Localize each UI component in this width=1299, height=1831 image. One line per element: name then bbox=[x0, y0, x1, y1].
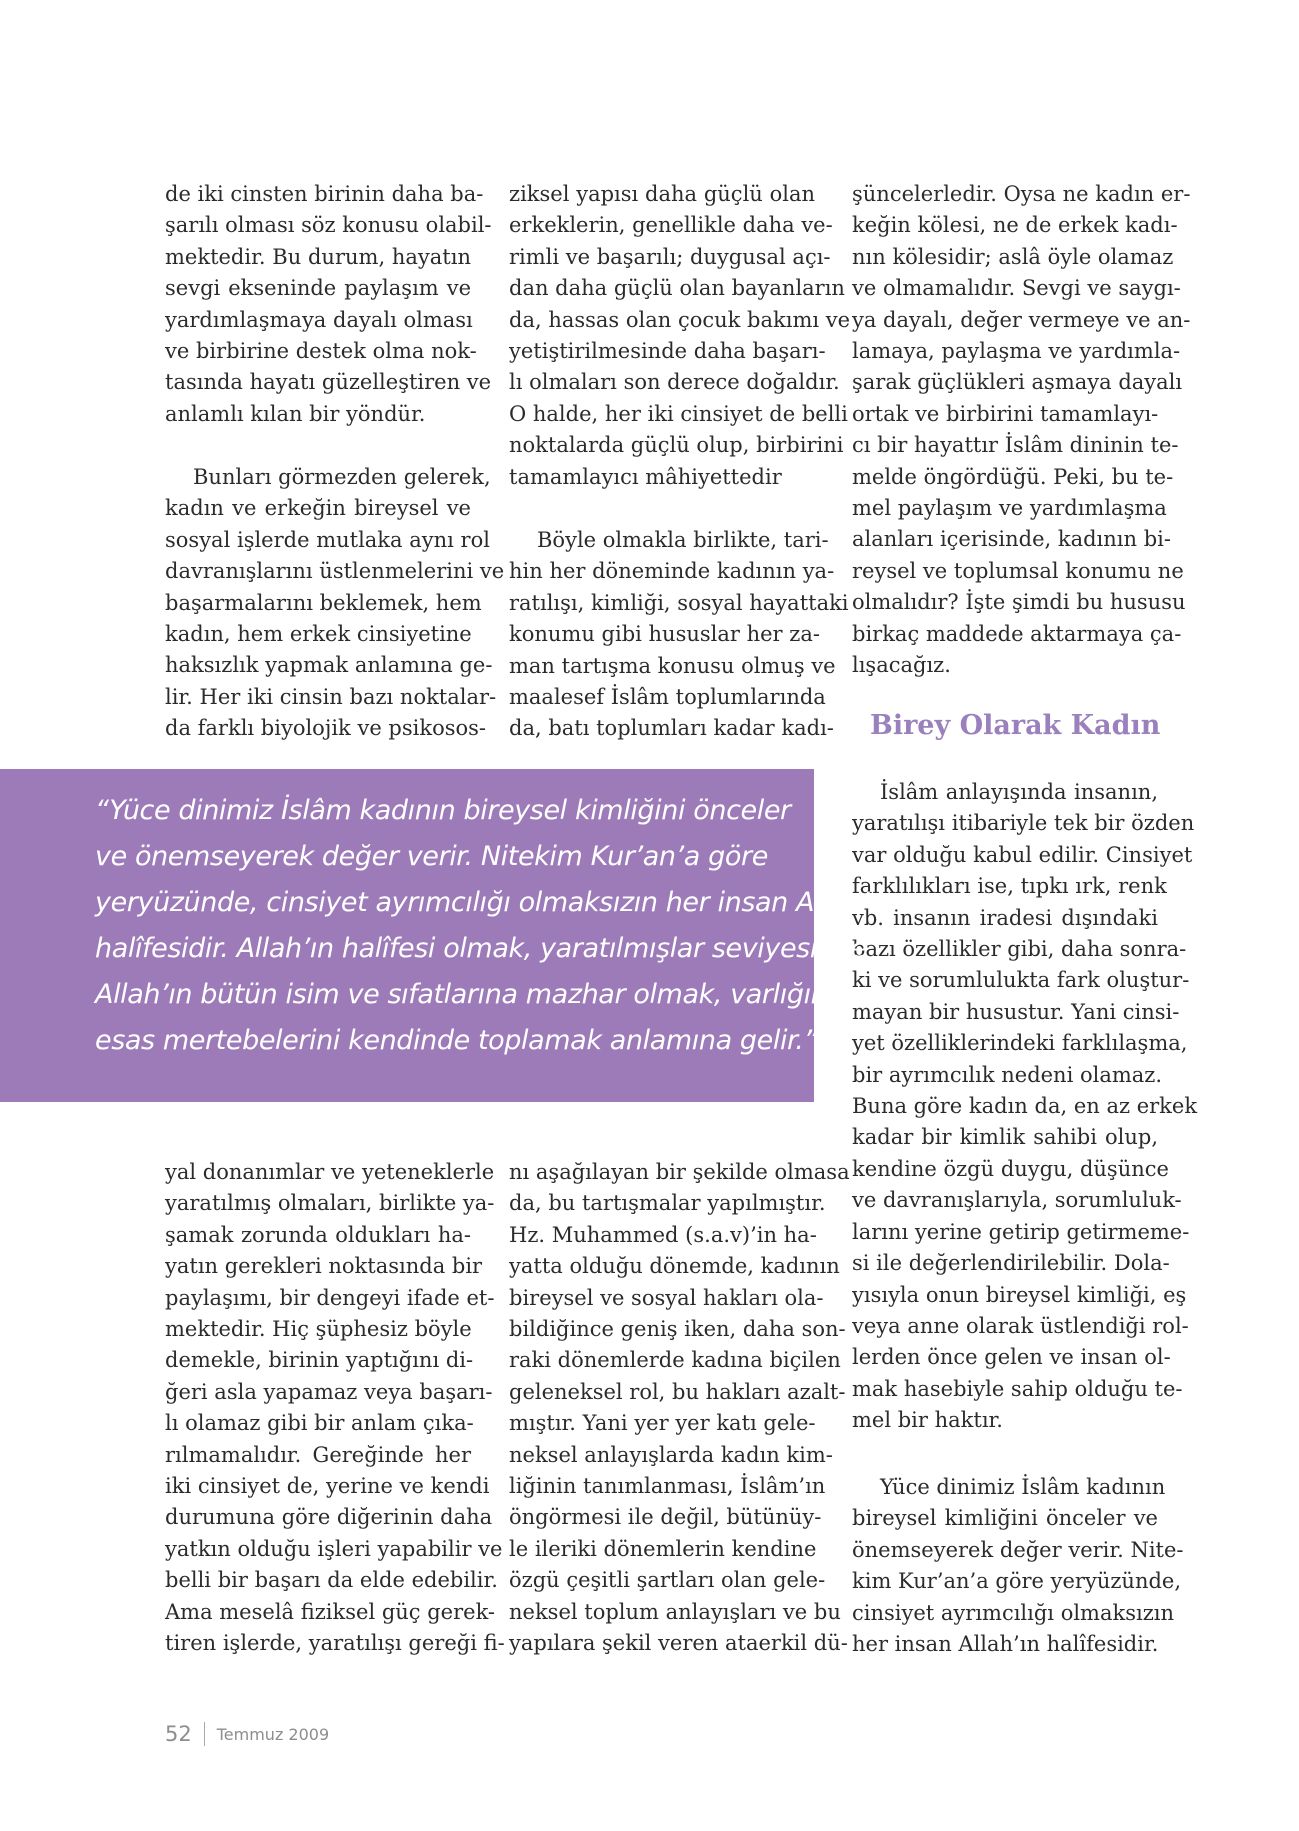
text-line: yatta olduğu dönemde, kadının bbox=[509, 1254, 840, 1279]
text-line: başarmalarını beklemek, hem bbox=[165, 590, 482, 615]
text-line: yal donanımlar ve yeteneklerle bbox=[165, 1160, 495, 1184]
text-line: raki dönemlerde kadına biçilen bbox=[509, 1348, 841, 1373]
text-line: lı olamaz gibi bir anlam çıka- bbox=[165, 1411, 474, 1436]
text-line: olmalıdır? İşte şimdi bu hususu bbox=[852, 590, 1186, 615]
text-line: şüncelerledir. Oysa ne kadın er- bbox=[852, 182, 1191, 206]
section-heading: Birey Olarak Kadın bbox=[870, 710, 1161, 741]
text-line: ki ve sorumlulukta fark oluştur- bbox=[852, 968, 1190, 993]
text-line: bildiğince geniş iken, daha son- bbox=[509, 1317, 846, 1342]
text-line: yetiştirilmesinde daha başarı- bbox=[509, 339, 826, 364]
text-line: yapılara şekil veren ataerkil dü- bbox=[509, 1631, 848, 1656]
col2-paragraph-3 bbox=[509, 1157, 850, 1660]
text-line: ve olmamalıdır. Sevgi ve saygı- bbox=[852, 276, 1181, 301]
text-line: mak hasebiyle sahip olduğu te- bbox=[852, 1376, 1183, 1401]
text-line: öngörmesi ile değil, bütünüy- bbox=[509, 1505, 822, 1530]
text-line: da, batı toplumları kadar kadı- bbox=[509, 716, 834, 741]
text-line: paylaşımı, bir dengeyi ifade et- bbox=[165, 1285, 495, 1310]
page-number: 52 bbox=[165, 1722, 192, 1746]
text-line: si ile değerlendirilebilir. Dola- bbox=[852, 1251, 1170, 1276]
text-line: mayan bir husustur. Yani cinsi- bbox=[852, 999, 1180, 1024]
col1-paragraph-2 bbox=[165, 462, 505, 745]
text-line: da, bu tartışmalar yapılmıştır. bbox=[509, 1191, 826, 1216]
text-line: yaratılmış olmaları, birlikte ya- bbox=[165, 1191, 495, 1216]
text-line: bireysel kimliğini önceler ve bbox=[852, 1506, 1158, 1531]
text-line: kadın, hem erkek cinsiyetine bbox=[165, 622, 472, 647]
text-line: konumu gibi hususlar her za- bbox=[509, 622, 820, 647]
text-line: iki cinsiyet de, yerine ve kendi bbox=[165, 1474, 490, 1499]
text-line: tiren işlerde, yaratılışı gereği fi- bbox=[165, 1631, 505, 1656]
text-line: noktalarda güçlü olup, birbirini bbox=[509, 433, 844, 458]
pull-quote-box bbox=[0, 769, 894, 1102]
text-line: demekle, birinin yaptığını di- bbox=[165, 1348, 474, 1373]
text-line: “Yüce dinimiz İslâm kadının bireysel kimliğini önceler bbox=[95, 795, 791, 826]
text-line: Böyle olmakla birlikte, tari- bbox=[537, 528, 829, 552]
text-line: mektedir. Bu durum, hayatın bbox=[165, 244, 471, 269]
text-line: dan daha güçlü olan bayanların bbox=[509, 276, 845, 301]
text-line: davranışlarını üstlenmelerini ve bbox=[165, 559, 505, 584]
text-line: da farklı biyolojik ve psikosos- bbox=[165, 716, 487, 741]
text-line: ve önemseyerek değer verir. Nitekim Kur’an’a göre bbox=[95, 841, 768, 872]
text-line: yeryüzünde, cinsiyet ayrımcılığı olmaksızın her insan Allah’ın bbox=[95, 887, 894, 918]
text-line: le ileriki dönemlerin kendine bbox=[509, 1536, 817, 1561]
col2-paragraph-1 bbox=[509, 179, 851, 493]
text-line: liğinin tanımlanması, İslâm’ın bbox=[509, 1474, 826, 1499]
text-line: mektedir. Hiç şüphesiz böyle bbox=[165, 1317, 472, 1342]
text-line: larını yerine getirip getirmeme- bbox=[852, 1219, 1190, 1244]
text-line: erkeklerin, genellikle daha ve- bbox=[509, 213, 833, 238]
text-line: Yüce dinimiz İslâm kadının bbox=[880, 1475, 1166, 1499]
text-line: de iki cinsten birinin daha ba- bbox=[165, 182, 484, 206]
text-line: kadar bir kimlik sahibi olup, bbox=[852, 1125, 1158, 1150]
text-line: bir ayrımcılık nedeni olamaz. bbox=[852, 1062, 1163, 1087]
text-line: nı aşağılayan bir şekilde olmasa bbox=[509, 1160, 850, 1184]
text-line: rılmamalıdır. Gereğinde her bbox=[165, 1442, 471, 1467]
text-line: nın kölesidir; aslâ öyle olamaz bbox=[852, 244, 1174, 269]
pull-quote-text bbox=[95, 788, 893, 1064]
text-line: O halde, her iki cinsiyet de belli bbox=[509, 401, 848, 426]
text-line: Allah’ın bütün isim ve sıfatlarına mazhar olmak, varlığın bbox=[95, 979, 828, 1010]
text-line: şamak zorunda oldukları ha- bbox=[165, 1222, 471, 1247]
text-line: her insan Allah’ın halîfesidir. bbox=[852, 1632, 1159, 1657]
text-line: man tartışma konusu olmuş ve bbox=[509, 653, 836, 678]
text-line: Hz. Muhammed (s.a.v)’in ha- bbox=[509, 1222, 817, 1247]
text-line: belli bir başarı da elde edebilir. bbox=[165, 1568, 498, 1593]
text-line: lamaya, paylaşma ve yardımla- bbox=[852, 339, 1181, 364]
text-line: ve birbirine destek olma nok- bbox=[165, 339, 477, 364]
text-line: farklılıkları ise, tıpkı ırk, renk bbox=[852, 874, 1167, 899]
text-line: ğeri asla yapamaz veya başarı- bbox=[165, 1379, 493, 1404]
text-line: vb. insanın iradesi dışındaki bbox=[852, 905, 1158, 930]
text-line: ortak ve birbirini tamamlayı- bbox=[852, 401, 1159, 426]
text-line: mel bir haktır. bbox=[852, 1408, 1003, 1433]
footer-divider bbox=[204, 1722, 205, 1746]
text-line: geleneksel rol, bu hakları azalt- bbox=[509, 1379, 846, 1404]
text-line: şarılı olması söz konusu olabil- bbox=[165, 213, 492, 238]
text-line: alanları içerisinde, kadının bi- bbox=[852, 527, 1171, 552]
text-line: var olduğu kabul edilir. Cinsiyet bbox=[852, 842, 1193, 867]
text-line: lışacağız. bbox=[852, 653, 951, 678]
text-line: özgü çeşitli şartları olan gele- bbox=[509, 1568, 826, 1593]
text-line: yet özelliklerindeki farklılaşma, bbox=[852, 1031, 1188, 1056]
col2-paragraph-2 bbox=[509, 525, 849, 745]
text-line: neksel anlayışlarda kadın kim- bbox=[509, 1442, 833, 1467]
text-line: keğin kölesi, ne de erkek kadı- bbox=[852, 213, 1178, 238]
col3-paragraph-3 bbox=[852, 1472, 1184, 1660]
text-line: bireysel ve sosyal hakları ola- bbox=[509, 1285, 824, 1310]
text-line: yardımlaşmaya dayalı olması bbox=[165, 307, 473, 332]
text-line: cinsiyet ayrımcılığı olmaksızın bbox=[852, 1600, 1175, 1625]
text-line: şarak güçlükleri aşmaya dayalı bbox=[852, 370, 1183, 395]
text-line: birkaç maddede aktarmaya ça- bbox=[852, 621, 1182, 646]
text-line: cı bir hayattır İslâm dininin te- bbox=[852, 433, 1179, 458]
text-line: bazı özellikler gibi, daha sonra- bbox=[852, 937, 1187, 962]
text-line: veya anne olarak üstlendiği rol- bbox=[852, 1313, 1189, 1338]
text-line: reysel ve toplumsal konumu ne bbox=[852, 558, 1184, 583]
text-line: halîfesidir. Allah’ın halîfesi olmak, yaratılmışlar seviyesinde bbox=[95, 933, 867, 964]
text-line: da, hassas olan çocuk bakımı ve bbox=[509, 307, 851, 332]
text-line: lı olmaları son derece doğaldır. bbox=[509, 370, 840, 395]
text-line: kendine özgü duygu, düşünce bbox=[852, 1156, 1169, 1181]
text-line: tamamlayıcı mâhiyettedir bbox=[509, 464, 782, 489]
text-line: sevgi ekseninde paylaşım ve bbox=[165, 276, 471, 301]
text-line: Ama meselâ fiziksel güç gerek- bbox=[165, 1599, 496, 1624]
issue-date: Temmuz 2009 bbox=[216, 1724, 330, 1744]
col3-paragraph-1 bbox=[852, 179, 1191, 682]
text-line: hin her döneminde kadının ya- bbox=[509, 559, 835, 584]
col1-paragraph-1 bbox=[165, 179, 492, 430]
text-line: Buna göre kadın da, en az erkek bbox=[852, 1094, 1198, 1119]
text-line: Bunları görmezden gelerek, bbox=[193, 465, 491, 489]
text-line: yısıyla onun bireysel kimliği, eş bbox=[852, 1282, 1187, 1307]
text-line: yaratılışı itibariyle tek bir özden bbox=[852, 811, 1195, 836]
text-line: ve davranışlarıyla, sorumluluk- bbox=[852, 1188, 1182, 1213]
text-line: sosyal işlerde mutlaka aynı rol bbox=[165, 527, 490, 552]
text-line: kim Kur’an’a göre yeryüzünde, bbox=[852, 1569, 1182, 1594]
text-line: melde öngördüğü. Peki, bu te- bbox=[852, 464, 1174, 489]
text-line: neksel toplum anlayışları ve bu bbox=[509, 1599, 841, 1624]
col3-paragraph-2 bbox=[852, 777, 1198, 1437]
text-line: haksızlık yapmak anlamına ge- bbox=[165, 653, 493, 678]
text-line: yatın gerekleri noktasında bir bbox=[165, 1254, 483, 1279]
text-line: İslâm anlayışında insanın, bbox=[880, 780, 1158, 804]
text-line: ratılışı, kimliği, sosyal hayattaki bbox=[509, 590, 849, 615]
text-line: ziksel yapısı daha güçlü olan bbox=[509, 182, 815, 206]
text-line: önemseyerek değer verir. Nite- bbox=[852, 1537, 1184, 1562]
text-line: lerden önce gelen ve insan ol- bbox=[852, 1345, 1171, 1370]
text-line: ya dayalı, değer vermeye ve an- bbox=[852, 307, 1191, 332]
page-footer bbox=[165, 1722, 329, 1746]
text-line: yatkın olduğu işleri yapabilir ve bbox=[165, 1536, 503, 1561]
text-line: kadın ve erkeğin bireysel ve bbox=[165, 496, 471, 521]
text-line: anlamlı kılan bir yöndür. bbox=[165, 401, 426, 426]
text-line: esas mertebelerini kendinde toplamak anlamına gelir.” bbox=[95, 1025, 818, 1056]
text-line: mel paylaşım ve yardımlaşma bbox=[852, 496, 1167, 521]
text-line: tasında hayatı güzelleştiren ve bbox=[165, 370, 492, 395]
text-line: durumuna göre diğerinin daha bbox=[165, 1505, 493, 1530]
col1-paragraph-3 bbox=[165, 1157, 505, 1660]
text-line: maalesef İslâm toplumlarında bbox=[509, 685, 826, 710]
text-line: lir. Her iki cinsin bazı noktalar- bbox=[165, 684, 497, 709]
text-line: mıştır. Yani yer yer katı gele- bbox=[509, 1411, 816, 1436]
text-line: rimli ve başarılı; duygusal açı- bbox=[509, 244, 831, 269]
